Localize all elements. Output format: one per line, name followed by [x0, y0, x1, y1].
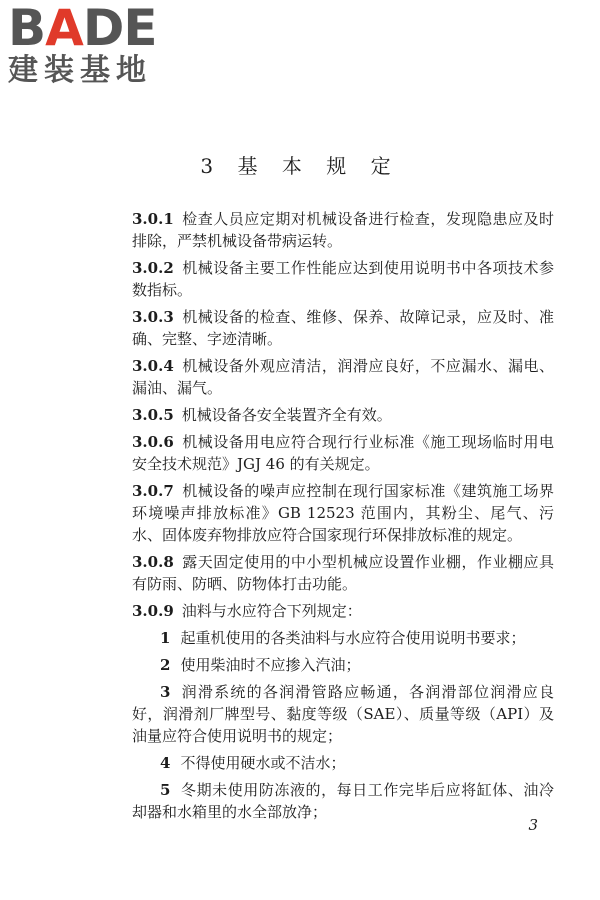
item-number: 3 [160, 683, 171, 701]
page-number: 3 [528, 816, 538, 834]
clause-number: 3.0.8 [132, 553, 174, 571]
logo-wordmark [8, 0, 178, 57]
logo-subtitle: 建装基地 [8, 53, 152, 88]
clause-number: 3.0.1 [132, 210, 174, 228]
clause-3-0-5 [132, 404, 554, 426]
clause-text: 露天固定使用的中小型机械应设置作业棚，作业棚应具有防雨、防晒、防物体打击功能。 [132, 553, 554, 593]
clause-number: 3.0.4 [132, 357, 174, 375]
clause-text: 油料与水应符合下列规定： [181, 602, 362, 620]
clause-3-0-7 [132, 480, 554, 546]
clause-text: 检查人员应定期对机械设备进行检查，发现隐患应及时排除，严禁机械设备带病运转。 [132, 210, 554, 250]
clause-3-0-9 [132, 600, 554, 622]
clause-text: 机械设备用电应符合现行行业标准《施工现场临时用电安全技术规范》JGJ 46 的有关规定。 [132, 433, 554, 473]
logo-letters-end: DE [82, 0, 157, 57]
item-text: 起重机使用的各类油料与水应符合使用说明书要求； [180, 629, 526, 647]
clause-number: 3.0.6 [132, 433, 174, 451]
clause-3-0-2 [132, 257, 554, 301]
clause-text: 机械设备的检查、维修、保养、故障记录，应及时、准确、完整、字迹清晰。 [132, 308, 554, 348]
document-body [132, 208, 554, 828]
list-item [132, 654, 554, 676]
logo [8, 0, 178, 88]
clause-3-0-8 [132, 551, 554, 595]
item-number: 5 [160, 781, 171, 799]
item-number: 4 [160, 754, 171, 772]
clause-number: 3.0.3 [132, 308, 174, 326]
clause-3-0-4 [132, 355, 554, 399]
chapter-title: 3 基 本 规 定 [200, 154, 400, 178]
clause-3-0-1 [132, 208, 554, 252]
clause-text: 机械设备主要工作性能应达到使用说明书中各项技术参数指标。 [132, 259, 554, 299]
item-text: 不得使用硬水或不洁水； [180, 754, 346, 772]
item-number: 1 [160, 629, 171, 647]
clause-number: 3.0.2 [132, 259, 174, 277]
clause-text: 机械设备外观应清洁，润滑应良好，不应漏水、漏电、漏油、漏气。 [132, 357, 554, 397]
list-item [132, 752, 554, 774]
clause-text: 机械设备的噪声应控制在现行国家标准《建筑施工场界环境噪声排放标准》GB 12523 范围内，其粉尘、尾气、污水、固体废弃物排放应符合国家现行环保排放标准的规定。 [132, 482, 554, 544]
clause-number: 3.0.5 [132, 406, 174, 424]
item-number: 2 [160, 656, 171, 674]
item-text: 使用柴油时不应掺入汽油； [180, 656, 361, 674]
list-item [132, 681, 554, 747]
item-text: 冬期未使用防冻液的，每日工作完毕后应将缸体、油冷却器和水箱里的水全部放净； [132, 781, 554, 821]
logo-letter-accent: A [45, 0, 83, 57]
logo-letters-start: B [8, 0, 46, 57]
clause-3-0-3 [132, 306, 554, 350]
list-item [132, 627, 554, 649]
item-text: 润滑系统的各润滑管路应畅通，各润滑部位润滑应良好，润滑剂厂牌型号、黏度等级（SAE）、质量等级（API）及油量应符合使用说明书的规定； [132, 683, 554, 745]
clause-number: 3.0.7 [132, 482, 174, 500]
clause-3-0-6 [132, 431, 554, 475]
list-item [132, 779, 554, 823]
clause-number: 3.0.9 [132, 602, 174, 620]
clause-text: 机械设备各安全装置齐全有效。 [181, 406, 392, 424]
